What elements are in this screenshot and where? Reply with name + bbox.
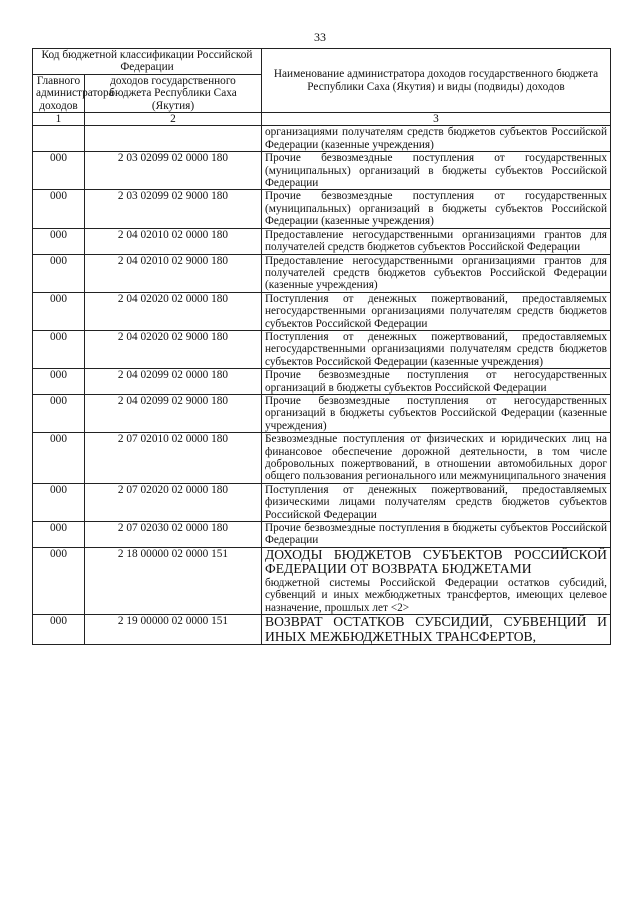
income-name-cell: Поступления от денежных пожертвований, предоставляемых негосударственными организациями получателям средств бюджетов субъектов Российской Федерации <box>262 292 611 330</box>
admin-code-cell: 000 <box>33 394 85 432</box>
income-code-cell: 2 18 00000 02 0000 151 <box>85 547 262 614</box>
income-name-cell: Прочие безвозмездные поступления от негосударственных организаций в бюджеты субъектов Российской Федерации (казенные учреждения) <box>262 394 611 432</box>
table-row-section <box>33 547 611 614</box>
income-code-cell <box>85 126 262 152</box>
header-row-1 <box>33 49 611 75</box>
header-name-column: Наименование администратора доходов государственного бюджета Республики Саха (Якутия) и виды (подвиды) доходов <box>262 49 611 113</box>
income-code-cell: 2 03 02099 02 0000 180 <box>85 152 262 190</box>
income-name-cell: Прочие безвозмездные поступления от государственных (муниципальных) организаций в бюджеты субъектов Российской Федерации <box>262 152 611 190</box>
page-number: 33 <box>314 30 326 44</box>
income-name-cell <box>262 615 611 645</box>
table-row <box>33 152 611 190</box>
budget-classification-table <box>32 48 611 645</box>
column-number-2: 2 <box>85 113 262 126</box>
income-code-cell: 2 03 02099 02 9000 180 <box>85 190 262 228</box>
income-name-cell: Поступления от денежных пожертвований, предоставляемых негосударственными организациями получателям средств бюджетов субъектов Российской Федерации (казенные учреждения) <box>262 330 611 368</box>
table-row <box>33 126 611 152</box>
income-name-cell: Предоставление негосударственными организациями грантов для получателей средств бюджетов субъектов Российской Федерации <box>262 228 611 254</box>
table-row <box>33 228 611 254</box>
income-code-cell: 2 04 02020 02 0000 180 <box>85 292 262 330</box>
income-name-cell: Поступления от денежных пожертвований, предоставляемых физическими лицами получателям средств бюджетов субъектов Российской Федерации <box>262 483 611 521</box>
table-row <box>33 254 611 292</box>
admin-code-cell: 000 <box>33 254 85 292</box>
table-row <box>33 190 611 228</box>
admin-code-cell: 000 <box>33 152 85 190</box>
admin-code-cell: 000 <box>33 522 85 548</box>
income-name-cell: организациями получателям средств бюджетов субъектов Российской Федерации (казенные учреждения) <box>262 126 611 152</box>
admin-code-cell <box>33 126 85 152</box>
income-code-cell: 2 04 02099 02 9000 180 <box>85 394 262 432</box>
income-code-cell: 2 07 02020 02 0000 180 <box>85 483 262 521</box>
income-code-cell: 2 04 02010 02 0000 180 <box>85 228 262 254</box>
table-row <box>33 394 611 432</box>
income-code-cell: 2 07 02010 02 0000 180 <box>85 433 262 484</box>
column-number-row <box>33 113 611 126</box>
admin-code-cell: 000 <box>33 483 85 521</box>
table-row <box>33 292 611 330</box>
table-row <box>33 522 611 548</box>
income-name-cell <box>262 547 611 614</box>
admin-code-cell: 000 <box>33 433 85 484</box>
table-row <box>33 433 611 484</box>
column-number-3: 3 <box>262 113 611 126</box>
section-title-rest: бюджетной системы Российской Федерации остатков субсидий, субвенций и иных межбюджетных трансфертов, имеющих целевое назначение, прошлых лет <2> <box>265 576 607 614</box>
table-row-section <box>33 615 611 645</box>
table-row <box>33 330 611 368</box>
income-name-cell: Предоставление негосударственными организациями грантов для получателей средств бюджетов субъектов Российской Федерации (казенные учреждения) <box>262 254 611 292</box>
income-code-cell: 2 04 02099 02 0000 180 <box>85 369 262 395</box>
column-number-1: 1 <box>33 113 85 126</box>
income-code-cell: 2 04 02020 02 9000 180 <box>85 330 262 368</box>
header-income-column: доходов государственного бюджета Республики Саха (Якутия) <box>85 74 262 112</box>
table-row <box>33 369 611 395</box>
admin-code-cell: 000 <box>33 547 85 614</box>
income-code-cell: 2 07 02030 02 0000 180 <box>85 522 262 548</box>
header-code-group: Код бюджетной классификации Российской Федерации <box>33 49 262 75</box>
section-title-caps: ДОХОДЫ БЮДЖЕТОВ СУБЪЕКТОВ РОССИЙСКОЙ ФЕДЕРАЦИИ ОТ ВОЗВРАТА БЮДЖЕТАМИ <box>265 546 607 577</box>
table-row <box>33 483 611 521</box>
income-name-cell: Прочие безвозмездные поступления в бюджеты субъектов Российской Федерации <box>262 522 611 548</box>
admin-code-cell: 000 <box>33 292 85 330</box>
income-name-cell: Безвозмездные поступления от физических и юридических лиц на финансовое обеспечение дорожной деятельности, в том числе добровольных пожертвований, в отношении автомобильных дорог общего пользования регионального или межмуниципального значения <box>262 433 611 484</box>
income-code-cell: 2 19 00000 02 0000 151 <box>85 615 262 645</box>
admin-code-cell: 000 <box>33 615 85 645</box>
income-code-cell: 2 04 02010 02 9000 180 <box>85 254 262 292</box>
admin-code-cell: 000 <box>33 190 85 228</box>
admin-code-cell: 000 <box>33 369 85 395</box>
income-name-cell: Прочие безвозмездные поступления от государственных (муниципальных) организаций в бюджеты субъектов Российской Федерации (казенные учреждения) <box>262 190 611 228</box>
section-title-caps: ВОЗВРАТ ОСТАТКОВ СУБСИДИЙ, СУБВЕНЦИЙ И ИНЫХ МЕЖБЮДЖЕТНЫХ ТРАНСФЕРТОВ, <box>265 614 607 644</box>
income-name-cell: Прочие безвозмездные поступления от негосударственных организаций в бюджеты субъектов Российской Федерации <box>262 369 611 395</box>
admin-code-cell: 000 <box>33 330 85 368</box>
admin-code-cell: 000 <box>33 228 85 254</box>
header-admin-column: Главного администратора доходов <box>33 74 85 112</box>
